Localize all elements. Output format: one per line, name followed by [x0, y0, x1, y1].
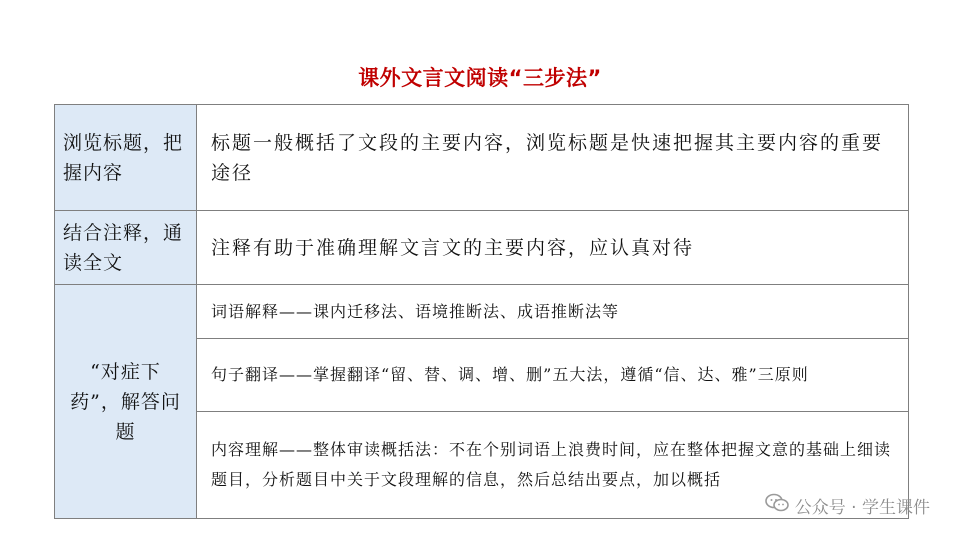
row-content: 注释有助于准确理解文言文的主要内容，应认真对待 — [197, 211, 909, 285]
wechat-icon — [765, 493, 795, 518]
sub-item: 内容理解——整体审读概括法：不在个别词语上浪费时间，应在整体把握文意的基础上细读题目，分析题目中关于文段理解的信息，然后总结出要点，加以概括 — [197, 412, 909, 519]
row-label: 浏览标题，把握内容 — [55, 105, 197, 211]
sub-item: 句子翻译——掌握翻译“留、替、调、增、删”五大法，遵循“信、达、雅”三原则 — [197, 339, 909, 412]
row-content: 标题一般概括了文段的主要内容，浏览标题是快速把握其主要内容的重要途径 — [197, 105, 909, 211]
page-title: 课外文言文阅读“三步法” — [358, 66, 602, 90]
sub-item: 词语解释——课内迁移法、语境推断法、成语推断法等 — [197, 285, 909, 339]
table-row — [55, 211, 909, 285]
row-label: “对症下药”，解答问题 — [55, 285, 197, 519]
watermark — [765, 493, 930, 518]
table-row — [55, 105, 909, 211]
method-table — [54, 104, 909, 519]
watermark-text: 公众号 · 学生课件 — [794, 498, 930, 518]
table-row — [55, 285, 909, 339]
row-label: 结合注释，通读全文 — [55, 211, 197, 285]
